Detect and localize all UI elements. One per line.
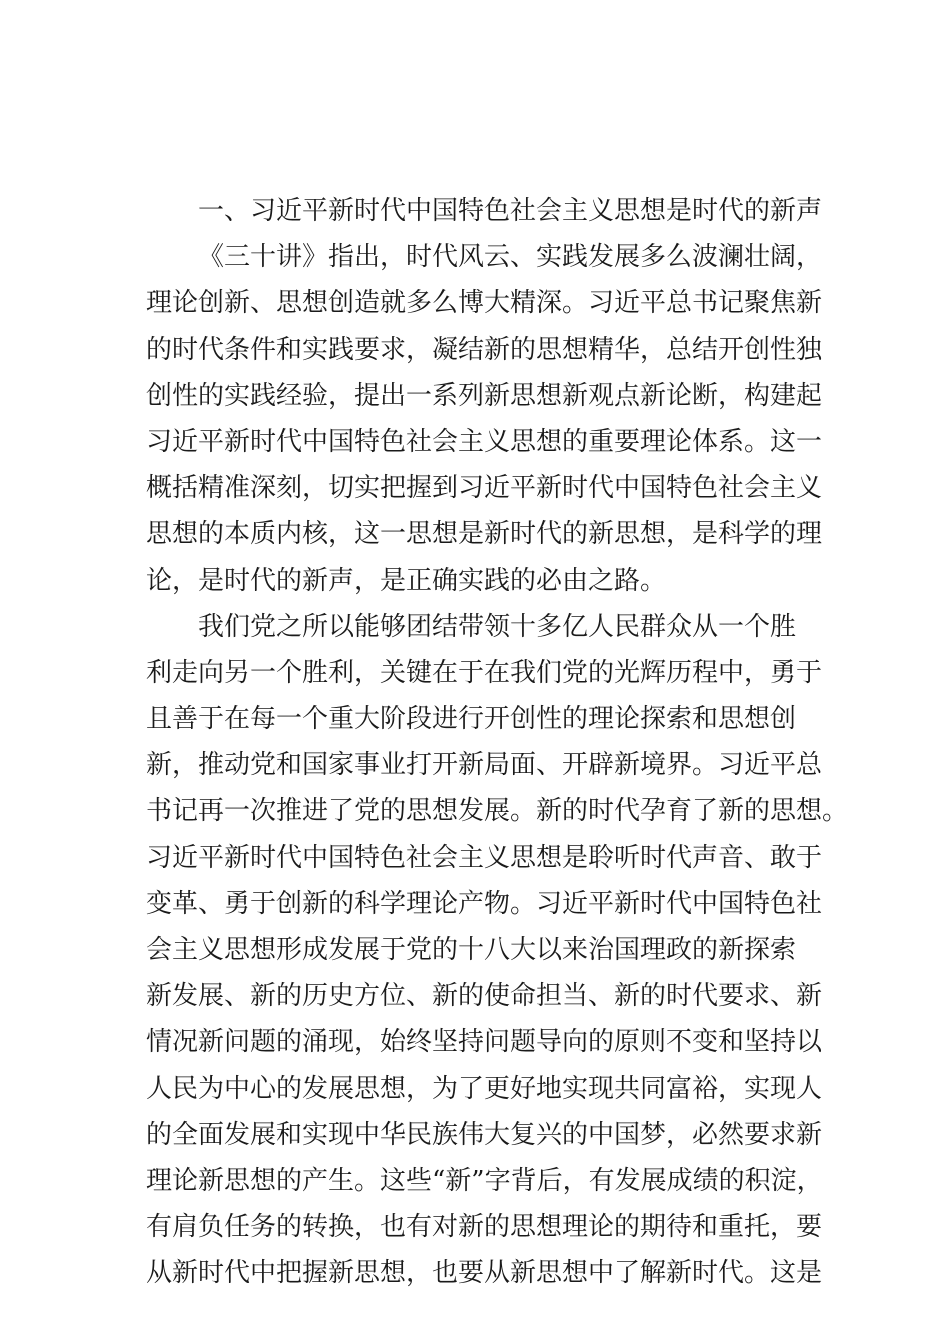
text-line: 《三十讲》指出，时代风云、实践发展多么波澜壮阔，	[198, 242, 823, 273]
document-body	[146, 188, 849, 1297]
text-line: 变革、勇于创新的科学理论产物。习近平新时代中国特色社	[146, 888, 823, 919]
text-line: 书记再一次推进了党的思想发展。新的时代孕育了新的思想。	[146, 796, 849, 827]
text-line: 情况新问题的涌现，始终坚持问题导向的原则不变和坚持以	[146, 1027, 823, 1058]
text-line: 概括精准深刻，切实把握到习近平新时代中国特色社会主义	[146, 473, 823, 504]
text-line: 理论新思想的产生。这些“新”字背后，有发展成绩的积淀，	[146, 1165, 823, 1196]
text-line: 习近平新时代中国特色社会主义思想是聆听时代声音、敢于	[146, 842, 823, 873]
paragraph-1	[146, 234, 826, 604]
text-line: 会主义思想形成发展于党的十八大以来治国理政的新探索	[146, 935, 797, 965]
text-line: 的时代条件和实践要求，凝结新的思想精华，总结开创性独	[146, 334, 823, 365]
text-line: 利走向另一个胜利，关键在于在我们党的光辉历程中，勇于	[146, 657, 823, 688]
section-heading: 一、习近平新时代中国特色社会主义思想是时代的新声	[198, 196, 823, 226]
text-line: 论，是时代的新声，是正确实践的必由之路。	[146, 565, 667, 596]
paragraph-2	[146, 604, 849, 1297]
text-line: 且善于在每一个重大阶段进行开创性的理论探索和思想创	[146, 704, 797, 735]
text-line: 新发展、新的历史方位、新的使命担当、新的时代要求、新	[146, 981, 823, 1012]
text-line: 有肩负任务的转换，也有对新的思想理论的期待和重托，要	[146, 1212, 823, 1243]
text-line: 人民为中心的发展思想，为了更好地实现共同富裕，实现人	[146, 1073, 823, 1104]
text-line: 创性的实践经验，提出一系列新思想新观点新论断，构建起	[146, 380, 823, 411]
text-line: 我们党之所以能够团结带领十多亿人民群众从一个胜	[198, 611, 797, 642]
text-line: 思想的本质内核，这一思想是新时代的新思想，是科学的理	[146, 519, 823, 550]
text-line: 习近平新时代中国特色社会主义思想的重要理论体系。这一	[146, 426, 823, 457]
text-line: 新，推动党和国家事业打开新局面、开辟新境界。习近平总	[146, 750, 823, 781]
text-line: 的全面发展和实现中华民族伟大复兴的中国梦，必然要求新	[146, 1119, 823, 1150]
text-line: 从新时代中把握新思想，也要从新思想中了解新时代。这是	[146, 1258, 823, 1289]
text-line: 理论创新、思想创造就多么博大精深。习近平总书记聚焦新	[146, 288, 823, 319]
